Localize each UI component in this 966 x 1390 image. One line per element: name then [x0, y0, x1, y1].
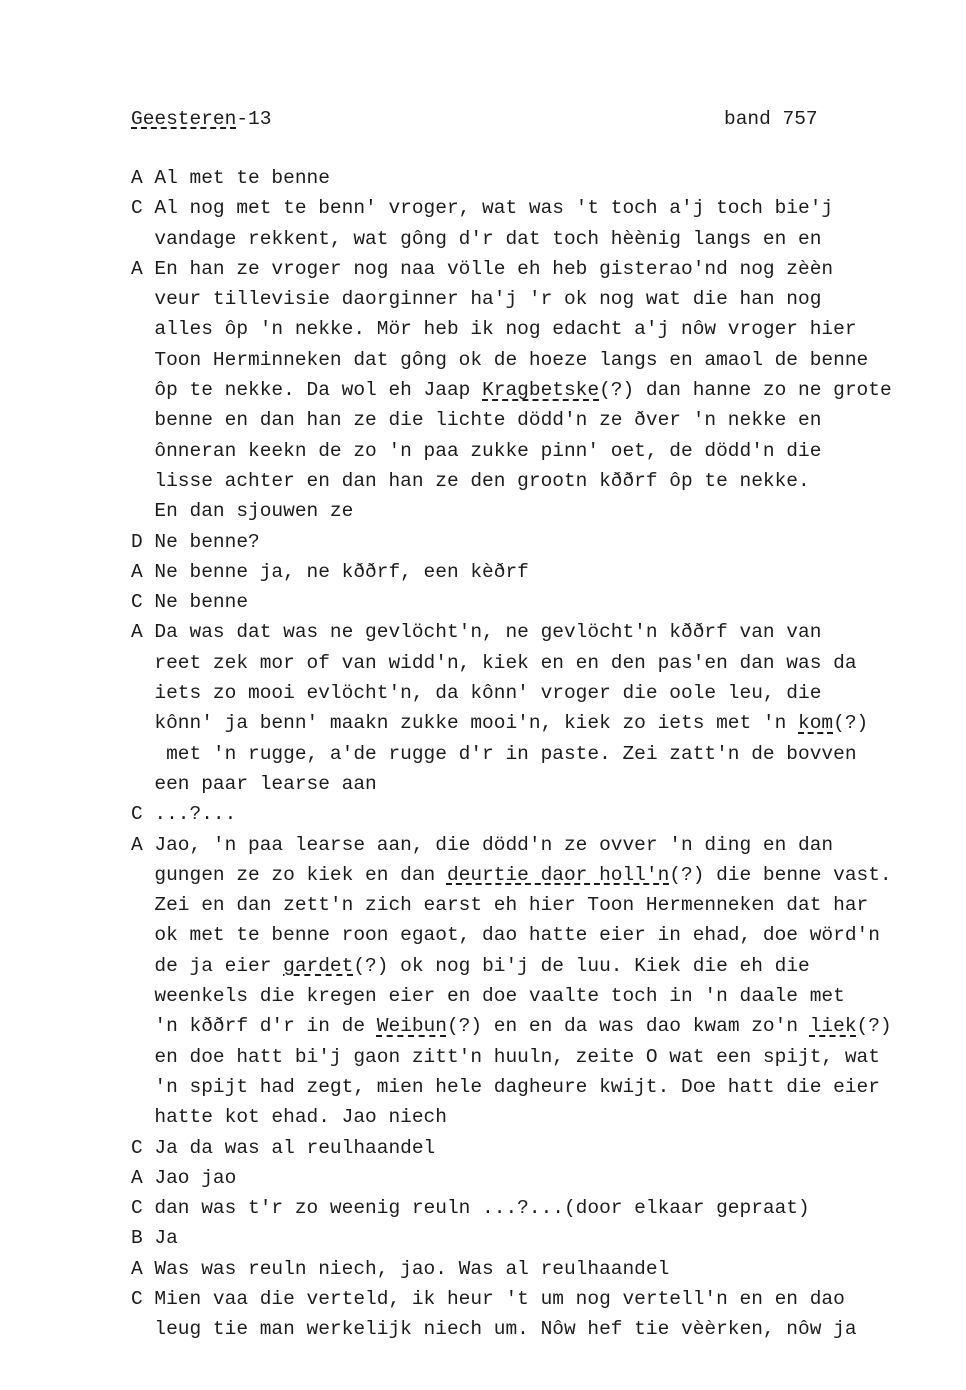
line-text: Zei en dan zett'n zich earst eh hier Toon Hermenneken dat har	[131, 894, 869, 917]
header-place: Geesteren	[131, 108, 237, 130]
transcript-line	[131, 678, 946, 708]
line-text: D Ne benne?	[131, 530, 260, 553]
header-tape-number: band 757	[724, 108, 818, 130]
underlined-uncertain-word: Weibun	[376, 1015, 447, 1038]
transcript-line	[131, 254, 946, 284]
transcript-line	[131, 284, 946, 314]
transcript-line	[131, 1254, 946, 1284]
line-text: ôp te nekke. Da wol eh Jaap	[131, 379, 483, 402]
transcript-line	[131, 587, 946, 617]
underlined-uncertain-word: deurtie daor holl'n	[446, 863, 670, 886]
line-text: 'n spijt had zegt, mien hele dagheure kwijt. Doe hatt die eier	[131, 1075, 880, 1098]
line-text: en doe hatt bi'j gaon zitt'n huuln, zeite O wat een spijt, wat	[131, 1045, 880, 1068]
transcript-line	[131, 1163, 946, 1193]
transcript-line	[131, 920, 946, 950]
transcript-line	[131, 466, 946, 496]
transcript-line	[131, 860, 946, 890]
line-text: een paar learse aan	[131, 772, 377, 795]
line-text: (?)	[856, 1015, 892, 1038]
transcript-line	[131, 890, 946, 920]
line-text: kônn' ja benn' maakn zukke mooi'n, kiek zo iets met 'n	[131, 712, 799, 735]
line-text: C Al nog met te benn' vroger, wat was 't toch a'j toch bie'j	[131, 197, 834, 220]
transcript-line	[131, 345, 946, 375]
transcript-line	[131, 496, 946, 526]
transcript-line	[131, 951, 946, 981]
line-text: veur tillevisie daorginner ha'j 'r ok nog wat die han nog	[131, 288, 822, 311]
transcript-line	[131, 830, 946, 860]
line-text: C Ja da was al reulhaandel	[131, 1136, 436, 1159]
header-suffix: -13	[236, 108, 272, 130]
line-text: C dan was t'r zo weenig reuln ...?...(door elkaar gepraat)	[131, 1197, 810, 1220]
underlined-uncertain-word: gardet	[283, 954, 354, 977]
transcript-line	[131, 1042, 946, 1072]
transcript-line	[131, 739, 946, 769]
transcript-line	[131, 981, 946, 1011]
transcript-line	[131, 648, 946, 678]
line-text: alles ôp 'n nekke. Mör heb ik nog edacht a'j nôw vroger hier	[131, 318, 857, 341]
transcript-line	[131, 617, 946, 647]
underlined-uncertain-word: liek	[809, 1015, 857, 1038]
line-text: benne en dan han ze die lichte dödd'n ze ðver 'n nekke en	[131, 409, 822, 432]
line-text: (?) die benne vast.	[669, 863, 892, 886]
transcript-line	[131, 1133, 946, 1163]
line-text: A Was was reuln niech, jao. Was al reulhaandel	[131, 1257, 670, 1280]
transcript-line	[131, 799, 946, 829]
line-text: (?) dan hanne zo ne grote	[599, 379, 892, 402]
line-text: A Jao jao	[131, 1166, 237, 1189]
line-text: A Al met te benne	[131, 167, 330, 189]
line-text: C Mien vaa die verteld, ik heur 't um nog vertell'n en en dao	[131, 1287, 845, 1310]
line-text: iets zo mooi evlöcht'n, da kônn' vroger die oole leu, die	[131, 682, 822, 705]
transcript-line	[131, 1102, 946, 1132]
line-text: hatte kot ehad. Jao niech	[131, 1106, 447, 1129]
line-text: A Jao, 'n paa learse aan, die dödd'n ze ovver 'n ding en dan	[131, 833, 834, 856]
line-text: 'n kððrf d'r in de	[131, 1015, 377, 1038]
line-text: C Ne benne	[131, 591, 249, 614]
line-text: C ...?...	[131, 803, 237, 826]
line-text: leug tie man werkelijk niech um. Nôw hef tie vèèrken, nôw ja	[131, 1318, 857, 1341]
transcript-line	[131, 314, 946, 344]
transcript-line	[131, 1284, 946, 1314]
transcript-line	[131, 163, 946, 193]
line-text: (?)	[833, 712, 869, 735]
transcript-body	[131, 163, 946, 1345]
header-location	[131, 104, 271, 134]
underlined-uncertain-word: kom	[798, 712, 834, 735]
underlined-uncertain-word: Kragbetske	[482, 379, 600, 402]
transcript-line	[131, 1223, 946, 1253]
transcript-line	[131, 224, 946, 254]
transcript-line	[131, 405, 946, 435]
line-text: Toon Herminneken dat gông ok de hoeze langs en amaol de benne	[131, 348, 869, 371]
transcript-line	[131, 375, 946, 405]
line-text: de ja eier	[131, 954, 284, 977]
line-text: ok met te benne roon egaot, dao hatte eier in ehad, doe wörd'n	[131, 924, 880, 947]
line-text: En dan sjouwen ze	[131, 500, 354, 523]
transcript-line	[131, 1011, 946, 1041]
transcript-line	[131, 1314, 946, 1344]
line-text: lisse achter en dan han ze den grootn kððrf ôp te nekke.	[131, 469, 810, 492]
transcript-line	[131, 436, 946, 466]
line-text: ônneran keekn de zo 'n paa zukke pinn' oet, de dödd'n die	[131, 439, 822, 462]
line-text: weenkels die kregen eier en doe vaalte toch in 'n daale met	[131, 985, 845, 1008]
transcript-line	[131, 1072, 946, 1102]
line-text: (?) en en da was dao kwam zo'n	[446, 1015, 810, 1038]
line-text: (?) ok nog bi'j de luu. Kiek die eh die	[353, 954, 810, 977]
transcript-line	[131, 708, 946, 738]
line-text: reet zek mor of van widd'n, kiek en en den pas'en dan was da	[131, 651, 857, 674]
line-text: A Da was dat was ne gevlöcht'n, ne gevlöcht'n kððrf van van	[131, 621, 822, 644]
transcript-line	[131, 769, 946, 799]
line-text: vandage rekkent, wat gông d'r dat toch hèènig langs en en	[131, 227, 822, 250]
line-text: met 'n rugge, a'de rugge d'r in paste. Zei zatt'n de bovven	[131, 742, 857, 765]
transcript-line	[131, 527, 946, 557]
line-text: A En han ze vroger nog naa völle eh heb gisterao'nd nog zèèn	[131, 257, 834, 280]
line-text: gungen ze zo kiek en dan	[131, 863, 447, 886]
line-text: A Ne benne ja, ne kððrf, een kèðrf	[131, 560, 529, 583]
line-text: B Ja	[131, 1227, 178, 1250]
transcript-line	[131, 193, 946, 223]
transcript-line	[131, 557, 946, 587]
page-header	[131, 104, 831, 134]
transcript-line	[131, 1193, 946, 1223]
